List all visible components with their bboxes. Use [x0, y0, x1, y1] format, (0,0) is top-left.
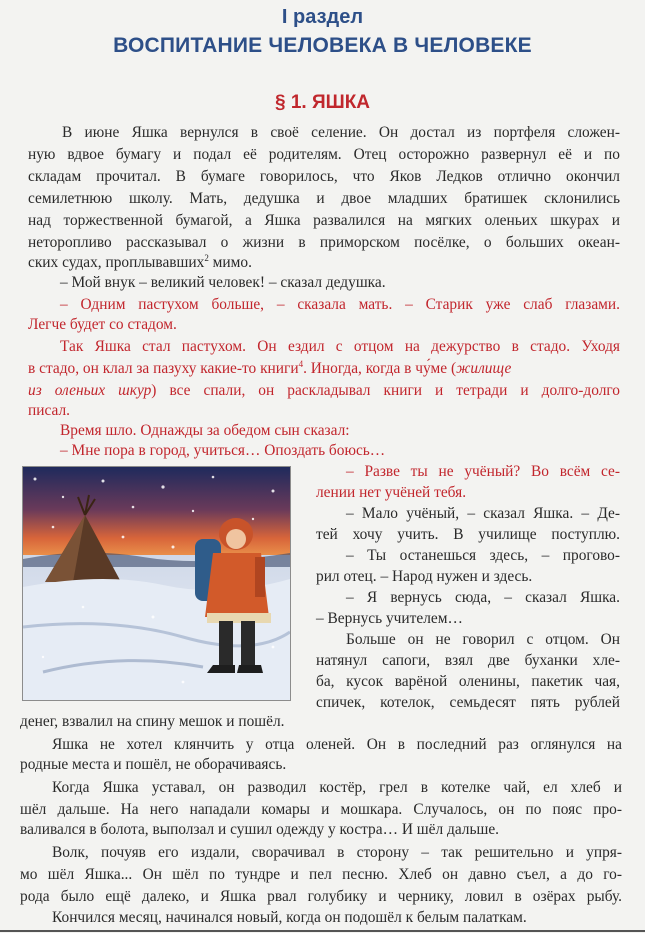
text-line: складам прочитал. В бумаге говорилось, что Яков Ледков отлично окончил: [28, 168, 620, 185]
text-line: мо шёл Яшка... Он шёл по тундре и пел песню. Хлеб он давно съел, а до го-: [20, 866, 622, 883]
text-line: Яшка не хотел клянчить у отца оленей. Он в последний раз оглянулся на: [52, 736, 622, 753]
text-line: – Ты останешься здесь, – прогово-: [346, 547, 620, 564]
text-line: рил отец. – Народ нужен и здесь.: [316, 568, 533, 585]
text-line-red: в стадо, он клал за пазуху какие-то книги$^4$. Иногда, когда в чу́ме (жилище: [28, 358, 512, 377]
text-line: денег, взвалил на спину мешок и пошёл.: [20, 713, 285, 730]
text-line: валивался в болота, выползал и сушил одежду у костра… И шёл дальше.: [20, 821, 500, 838]
text-line: Когда Яшка уставал, он разводил костёр, грел в котелке чай, ел хлеб и: [52, 779, 622, 796]
paragraph-title: § 1. ЯШКА: [274, 92, 371, 113]
section-label: I раздел: [281, 6, 364, 28]
text-line: Больше он не говорил с отцом. Он: [346, 631, 620, 648]
text-line-red: Легче будет со стадом.: [28, 316, 177, 333]
italic-term: жилище: [456, 360, 512, 377]
text-line: натянул сапоги, взял две буханки хле-: [316, 652, 620, 669]
text-line-red: – Одним пастухом больше, – сказала мать. – Старик уже слаб глазами.: [60, 296, 620, 313]
text-line: рода было ещё далеко, и Яшка рвал голубику и чернику, ловил в озёрах рыбу.: [20, 888, 622, 905]
text-line-red: Так Яшка стал пастухом. Он ездил с отцом на дежурство в стадо. Уходя: [60, 338, 620, 355]
text-line: – Мой внук – великий человек! – сказал дедушка.: [60, 274, 386, 291]
text-line: родные места и пошёл, не оборачиваясь.: [20, 756, 287, 773]
text-line: В июне Яшка вернулся в своё селение. Он достал из портфеля сложен-: [62, 124, 620, 141]
text-line: – Мало учёный, – сказал Яшка. – Де-: [346, 505, 620, 522]
text-line: спичек, котелок, семьдесят пять рублей: [316, 694, 620, 711]
text-line: тей хочу учить. В училище поступлю.: [316, 526, 620, 543]
text-line-red: – Разве ты не учёный? Во всём се-: [346, 463, 620, 480]
bottom-rule: [0, 930, 645, 932]
section-title: ВОСПИТАНИЕ ЧЕЛОВЕКА В ЧЕЛОВЕКЕ: [113, 34, 532, 57]
text-line: Кончился месяц, начинался новый, когда он подошёл к белым палаткам.: [52, 909, 527, 926]
illustration-image: [23, 467, 290, 700]
text-line: семилетнюю школу. Мать, дедушка и двое младших братишек склонились: [28, 190, 620, 207]
text-line-red: из оленьих шкур) все спали, он раскладывал книги и тетради и долго-долго: [28, 382, 620, 399]
text-line: ских судах, проплывавших$^2$ мимо.: [28, 252, 252, 271]
footnote-marker: 4: [298, 358, 304, 369]
text-line: – Я вернусь сюда, – сказал Яшка.: [346, 589, 620, 606]
text-line-red: писал.: [28, 402, 70, 419]
text-line: над торжественной бумагой, а Яшка развалился на мягких оленьих шкурах и: [28, 212, 620, 229]
text-line: неторопливо рассказывал о жизни в приморском посёлке, о больших океан-: [28, 234, 620, 251]
text-line-red: Время шло. Однажды за обедом сын сказал:: [60, 422, 350, 439]
text-line: Волк, почуяв его издали, сворачивал в сторону – так решительно и упря-: [52, 844, 622, 861]
text-line-red: лении нет учёней тебя.: [316, 484, 467, 501]
text-line: – Вернусь учителем…: [316, 610, 463, 627]
italic-term: из оленьих шкур: [28, 382, 152, 399]
text-line-red: – Мне пора в город, учиться… Опоздать боюсь…: [60, 442, 386, 459]
text-line: ба, кусок варёной оленины, пакетик чая,: [316, 673, 620, 690]
illustration-boy-in-tundra: [22, 466, 291, 701]
text-line: шёл дальше. На него нападали комары и мошкара. Случалось, он по пояс про-: [20, 801, 622, 818]
text-line: ную вдвое бумагу и подал её родителям. Отец осторожно развернул её и по: [28, 146, 620, 163]
footnote-marker: 2: [204, 252, 209, 263]
